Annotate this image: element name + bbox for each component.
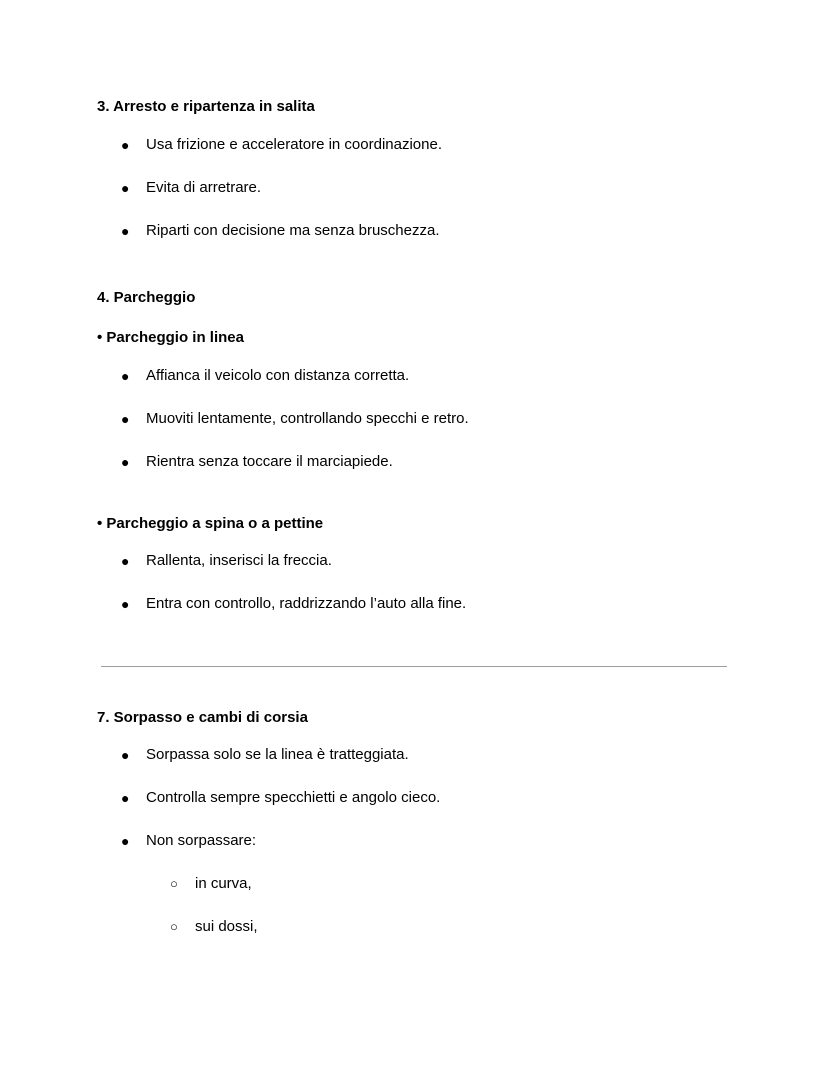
bullet-disc-icon: ● — [121, 553, 130, 569]
sub-list-item-text: sui dossi, — [195, 918, 258, 935]
section-3-heading: 3. Arresto e ripartenza in salita — [97, 98, 315, 115]
list-item-text: Riparti con decisione ma senza bruschezza. — [146, 222, 440, 239]
bullet-disc-icon: ● — [121, 137, 130, 153]
list-item-text: Entra con controllo, raddrizzando l’auto alla fine. — [146, 595, 467, 612]
bullet-disc-icon: ● — [121, 180, 130, 196]
bullet-disc-icon: ● — [121, 223, 130, 239]
parcheggio-spina-heading: • Parcheggio a spina o a pettine — [97, 515, 324, 532]
parcheggio-linea-heading: • Parcheggio in linea — [97, 329, 244, 346]
list-item-text: Usa frizione e acceleratore in coordinazione. — [146, 136, 442, 153]
bullet-disc-icon: ● — [121, 368, 130, 384]
bullet-disc-icon: ● — [121, 596, 130, 612]
bullet-disc-icon: ● — [121, 747, 130, 763]
section-7-heading: 7. Sorpasso e cambi di corsia — [97, 709, 308, 726]
list-item-text: Controlla sempre specchietti e angolo cieco. — [146, 789, 441, 806]
list-item-text: Rientra senza toccare il marciapiede. — [146, 453, 393, 470]
bullet-circle-icon: ○ — [170, 919, 178, 934]
list-item-text: Non sorpassare: — [146, 832, 257, 849]
list-item-text: Rallenta, inserisci la freccia. — [146, 552, 332, 569]
bullet-circle-icon: ○ — [170, 876, 178, 891]
horizontal-divider — [101, 666, 727, 667]
list-item-text: Evita di arretrare. — [146, 179, 262, 196]
sub-list-item-text: in curva, — [195, 875, 252, 892]
bullet-disc-icon: ● — [121, 833, 130, 849]
bullet-disc-icon: ● — [121, 411, 130, 427]
bullet-disc-icon: ● — [121, 790, 130, 806]
list-item-text: Sorpassa solo se la linea è tratteggiata. — [146, 746, 409, 763]
bullet-disc-icon: ● — [121, 454, 130, 470]
list-item-text: Muoviti lentamente, controllando specchi e retro. — [146, 410, 469, 427]
section-4-heading: 4. Parcheggio — [97, 289, 196, 306]
list-item-text: Affianca il veicolo con distanza corretta. — [146, 367, 410, 384]
